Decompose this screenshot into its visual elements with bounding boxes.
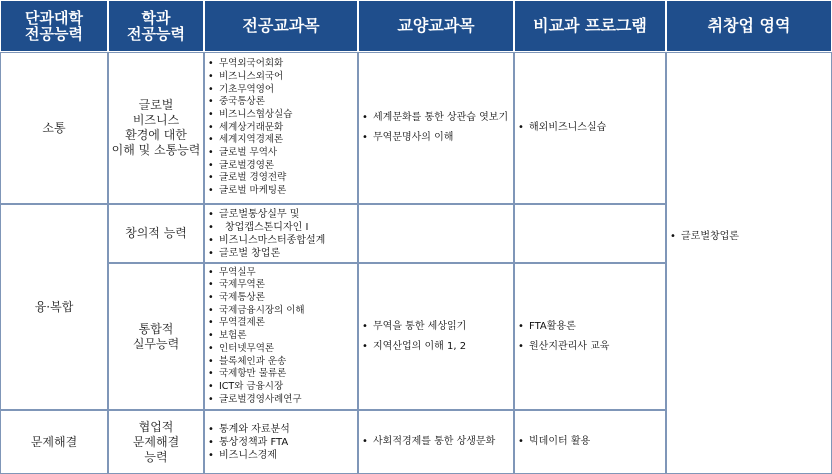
header-text-line: 전공능력 <box>25 25 83 43</box>
header-text: 교양교과목 <box>397 16 475 36</box>
extracurricular-integrated <box>514 263 666 410</box>
list-item: • 인터넷무역론 <box>205 343 357 356</box>
list-item: • 글로벌 창업론 <box>205 247 357 260</box>
list-item: • 국제통상론 <box>205 292 357 305</box>
list-item: • FTA활용론 <box>515 317 665 337</box>
header-dept-competency <box>108 0 204 52</box>
header-liberal-courses <box>358 0 514 52</box>
header-text-line: 학과 <box>141 8 171 27</box>
cell-text: 창의적 능력 <box>125 226 187 240</box>
list-item: • 사회적경제를 통한 상생문화 <box>359 432 513 452</box>
list-item: • 중국통상론 <box>205 96 357 109</box>
list-item: • 보험론 <box>205 330 357 343</box>
startup-list <box>667 53 831 473</box>
course-list <box>359 264 513 409</box>
list-item: • 글로벌통상실무 및 <box>205 208 357 221</box>
list-item: • 비즈니스마스터종합설계 <box>205 234 357 247</box>
list-item: • 글로벌 마케팅론 <box>205 185 357 198</box>
course-list <box>359 411 513 473</box>
cell-text: 문제해결 <box>30 434 78 449</box>
list-item: • 지역산업의 이해 1, 2 <box>359 337 513 357</box>
cell-text-line: 환경에 대한 <box>125 128 187 142</box>
course-list <box>205 53 357 203</box>
course-list <box>205 411 357 473</box>
list-item: • 원산지관리사 교육 <box>515 337 665 357</box>
cell-text: 융·복합 <box>34 299 74 314</box>
list-item: • 비즈니스협상실습 <box>205 109 357 122</box>
header-text: 전공교과목 <box>242 16 320 36</box>
liberal-courses-creative <box>358 204 514 263</box>
list-item: • 세계지역경제론 <box>205 134 357 147</box>
list-item: • 글로벌경영사례연구 <box>205 394 357 407</box>
list-item: • 비즈니스외국어 <box>205 71 357 84</box>
list-item: • 글로벌창업론 <box>667 227 831 247</box>
list-item: • 글로벌 무역사 <box>205 147 357 160</box>
college-competency-communication <box>0 52 108 204</box>
liberal-courses-communication <box>358 52 514 204</box>
header-text-line: 단과대학 <box>25 8 83 27</box>
cell-text-line: 문제해결 <box>132 434 180 449</box>
liberal-courses-problem-solving <box>358 410 514 474</box>
list-item: • 기초무역영어 <box>205 84 357 97</box>
cell-text-line: 비즈니스 <box>132 113 180 127</box>
list-item: • 무역을 통한 세상읽기 <box>359 317 513 337</box>
dept-competency-creative <box>108 204 204 263</box>
list-item: • 국제무역론 <box>205 279 357 292</box>
list-item: • 블록체인과 운송 <box>205 356 357 369</box>
header-extracurricular <box>514 0 666 52</box>
list-item: • 비즈니스경제 <box>205 449 357 462</box>
list-item: • 빅데이터 활용 <box>515 432 665 452</box>
header-text-line: 전공능력 <box>127 25 185 43</box>
major-courses-communication <box>204 52 358 204</box>
list-item: • 창업캡스톤디자인 Ⅰ <box>205 221 357 234</box>
list-item: • 무역결제론 <box>205 317 357 330</box>
startup-area <box>666 52 832 474</box>
header-text: 취창업 영역 <box>707 16 791 36</box>
program-list <box>515 53 665 203</box>
list-item: • 통계와 자료분석 <box>205 423 357 436</box>
extracurricular-creative <box>514 204 666 263</box>
cell-text-line: 통합적 <box>138 321 174 336</box>
college-competency-problem-solving <box>0 410 108 474</box>
header-major-courses <box>204 0 358 52</box>
header-college-competency <box>0 0 108 52</box>
major-courses-creative <box>204 204 358 263</box>
list-item: • 세계상거래문화 <box>205 122 357 135</box>
cell-text-line: 능력 <box>144 449 168 464</box>
extracurricular-communication <box>514 52 666 204</box>
list-item: • 해외비즈니스실습 <box>515 118 665 138</box>
list-item: • 무역실무 <box>205 267 357 280</box>
list-item: • ICT와 금융시장 <box>205 381 357 394</box>
cell-text-line: 실무능력 <box>132 336 180 351</box>
dept-competency-global-business <box>108 52 204 204</box>
course-list <box>205 205 357 262</box>
list-item: • 세계문화를 통한 상관습 엿보기 <box>359 108 513 128</box>
cell-text: 소통 <box>42 120 66 135</box>
major-courses-problem-solving <box>204 410 358 474</box>
list-item: • 무역문명사의 이해 <box>359 128 513 148</box>
dept-competency-integrated <box>108 263 204 410</box>
liberal-courses-integrated <box>358 263 514 410</box>
cell-text-line: 글로벌 <box>138 98 174 112</box>
major-courses-integrated <box>204 263 358 410</box>
cell-text-line: 이해 및 소통능력 <box>111 143 201 157</box>
program-list <box>515 264 665 409</box>
list-item: • 글로벌경영론 <box>205 160 357 173</box>
college-competency-convergence <box>0 204 108 410</box>
cell-text-line: 협업적 <box>138 419 174 434</box>
extracurricular-problem-solving <box>514 410 666 474</box>
dept-competency-collaborative <box>108 410 204 474</box>
list-item: • 글로벌 경영전략 <box>205 172 357 185</box>
list-item: • 국제항만 물류론 <box>205 368 357 381</box>
header-startup-area <box>666 0 832 52</box>
program-list <box>515 411 665 473</box>
course-list <box>205 264 357 409</box>
list-item: • 무역외국어회화 <box>205 58 357 71</box>
list-item: • 통상정책과 FTA <box>205 436 357 449</box>
course-list <box>359 53 513 203</box>
list-item: • 국제금융시장의 이해 <box>205 305 357 318</box>
header-text: 비교과 프로그램 <box>533 16 647 36</box>
